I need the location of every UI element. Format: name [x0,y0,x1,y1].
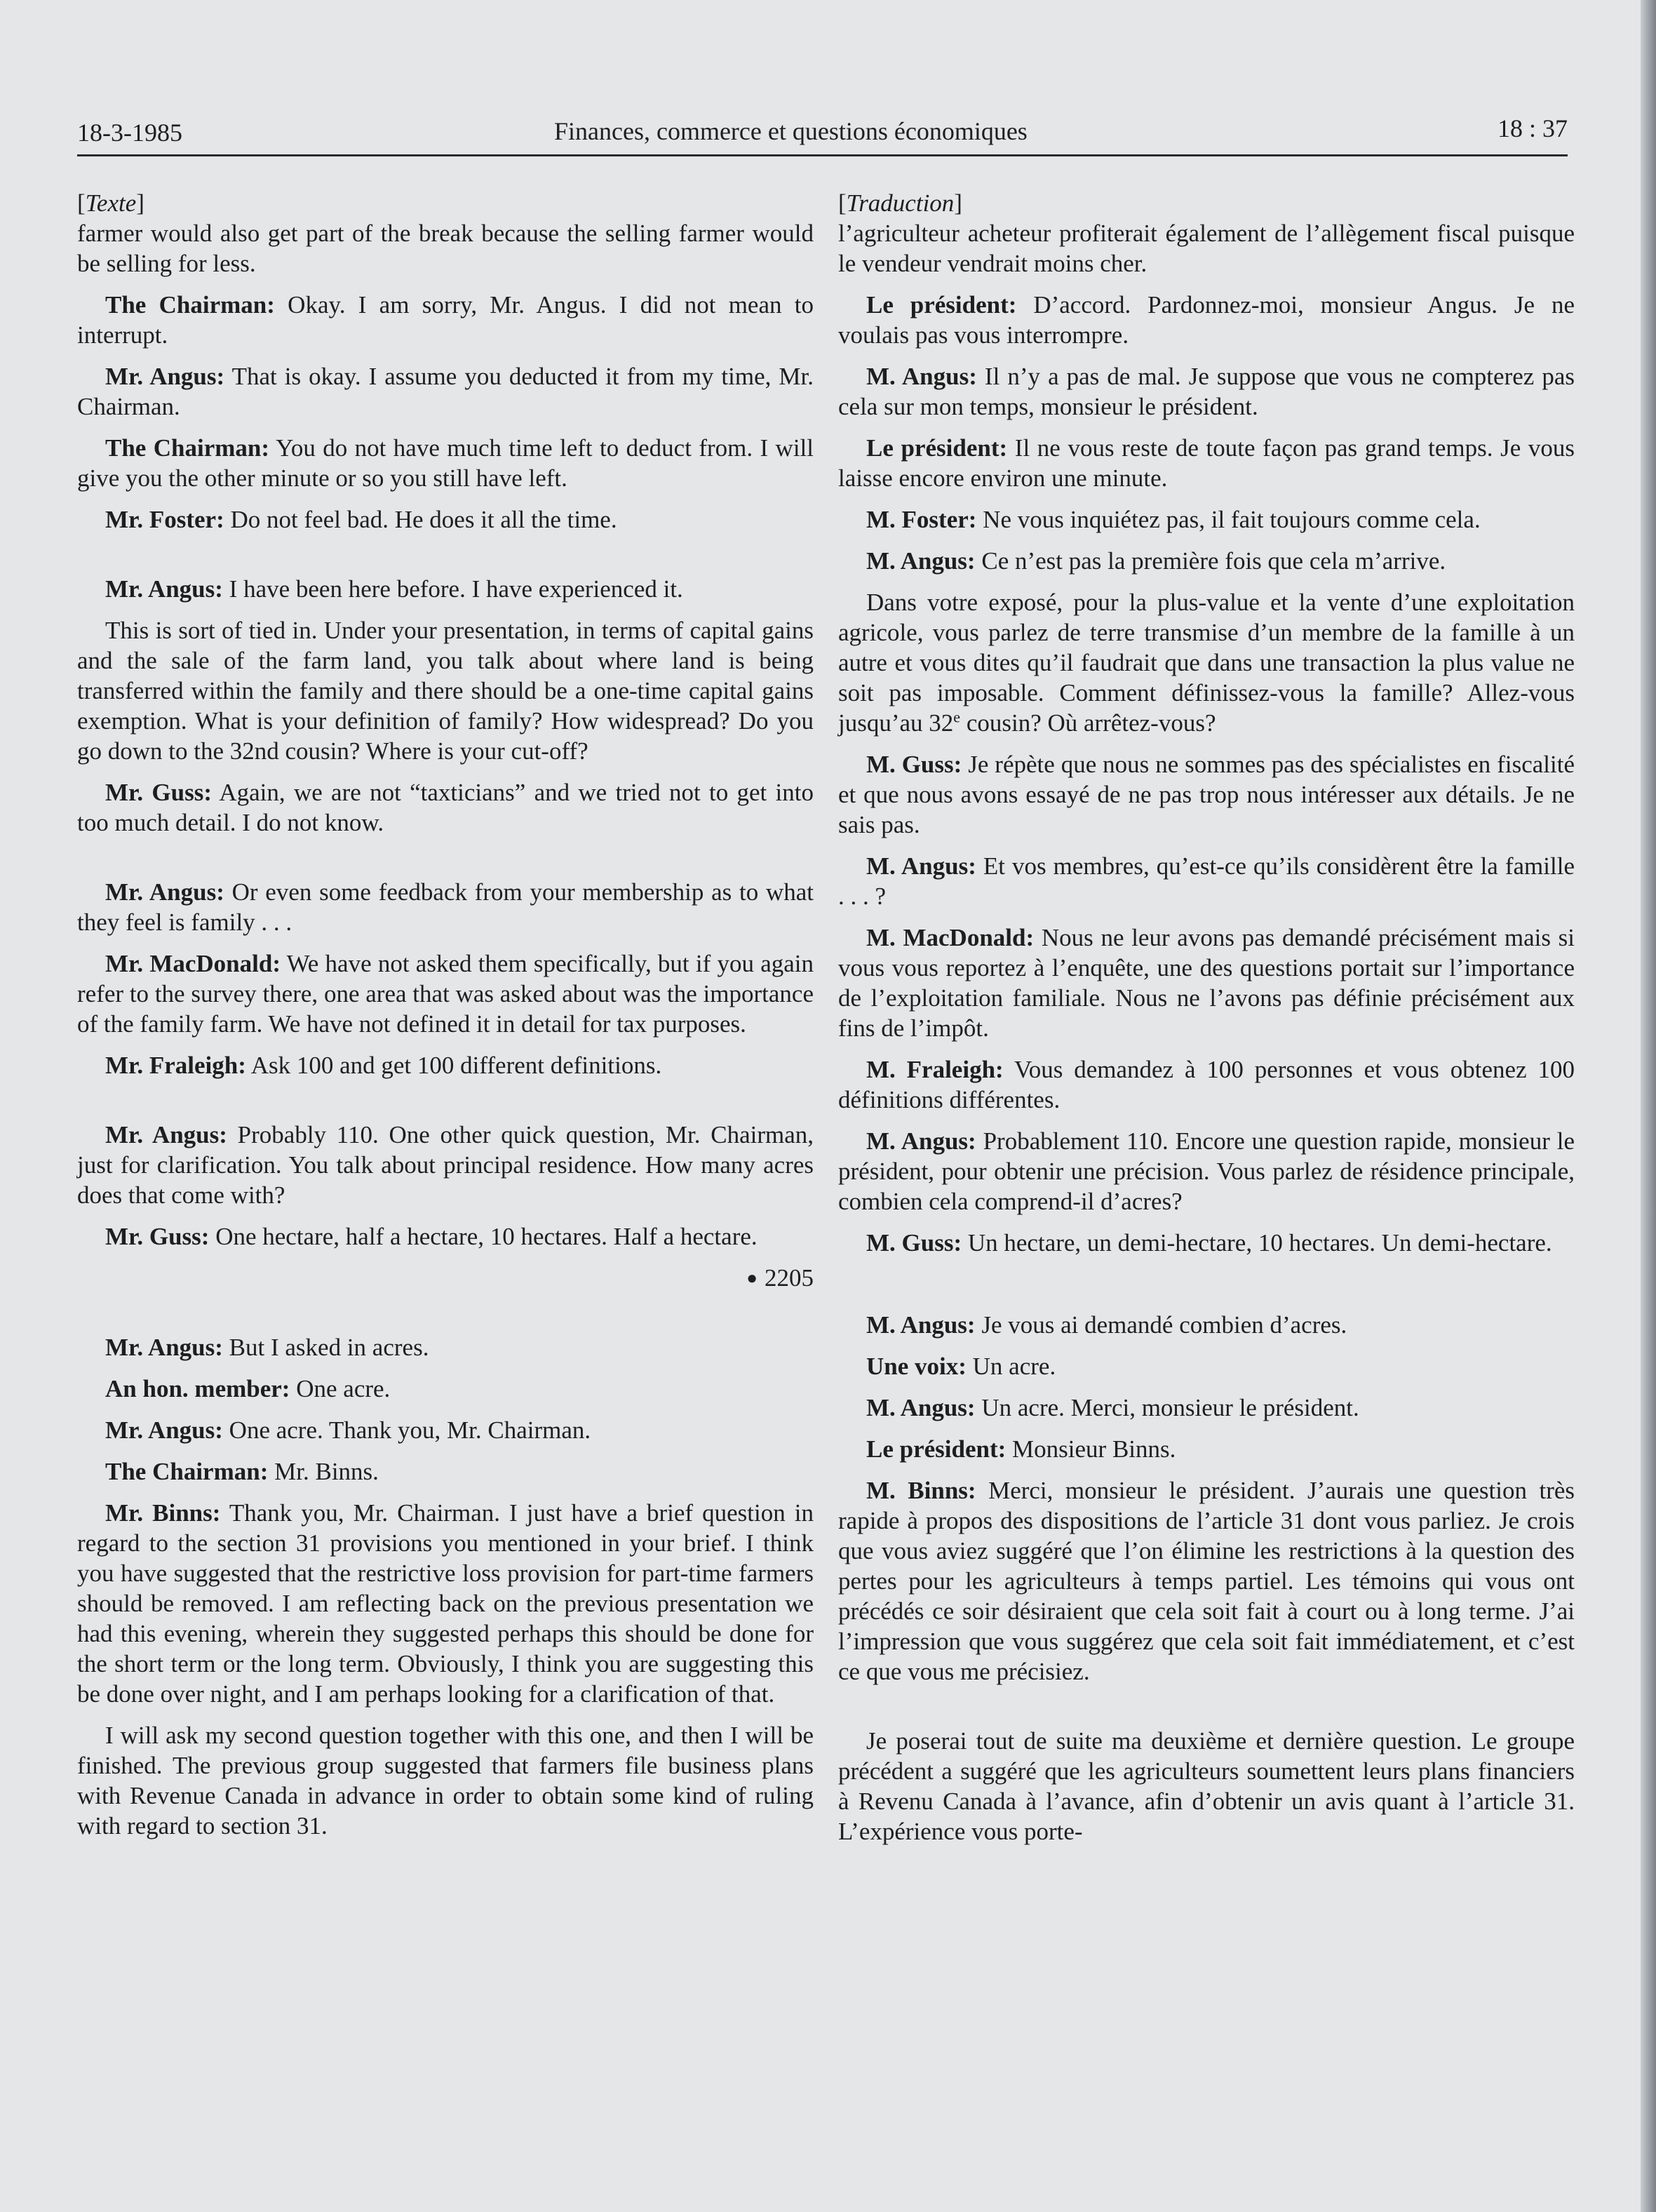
speech: Mr. Foster: Do not feel bad. He does it all the time. [105,506,617,533]
speaker: Mr. Foster: [105,506,224,533]
speaker: The Chairman: [105,434,270,462]
speaker: Mr. Guss: [105,1223,210,1250]
section-tag-texte: [Texte] [77,189,144,217]
speech: M. Guss: Un hectare, un demi-hectare, 10 hectares. Un demi-hectare. [866,1229,1552,1256]
english-column [77,188,814,1852]
speech: M. Angus: Il n’y a pas de mal. Je suppose que vous ne compterez pas cela sur mon temps, monsieur le président. [838,363,1575,420]
paragraph: Dans votre exposé, pour la plus-value et la vente d’une exploitation agricole, vous parlez de terre transmise d’un membre de la famille à un autre et vous dites qu’il faudrait que dans une transaction la plus value ne soit pas imposable. Comment définissez-vous la famille? Allez-vous jusqu’au 32e cousin? Où arrêtez-vous? [838,589,1575,737]
bullet-icon: ● [746,1268,758,1288]
speaker: Mr. Angus: [105,1121,227,1148]
speech: M. Angus: Un acre. Merci, monsieur le président. [866,1394,1359,1421]
header-date: 18-3-1985 [77,119,182,147]
speech: Le président: D’accord. Pardonnez-moi, monsieur Angus. Je ne voulais pas vous interrompre. [838,291,1575,349]
speaker: Le président: [866,1435,1007,1463]
speaker: M. Angus: [866,1311,976,1339]
section-tag-traduction: [Traduction] [838,189,962,217]
speech: M. Angus: Et vos membres, qu’est-ce qu’ils considèrent être la famille . . . ? [838,852,1575,910]
speech: Mr. Angus: One acre. Thank you, Mr. Chairman. [105,1416,591,1444]
speech: Mr. Angus: Or even some feedback from your membership as to what they feel is family . . . [77,878,814,936]
speaker: Mr. Angus: [105,1334,223,1361]
speech: Mr. Guss: One hectare, half a hectare, 10 hectares. Half a hectare. [105,1223,758,1250]
speaker: The Chairman: [105,291,275,319]
header-page-number: 18 : 37 [1497,114,1568,142]
header-title: Finances, commerce et questions économiques [554,117,1028,145]
speech: The Chairman: You do not have much time left to deduct from. I will give you the other minute or so you still have left. [77,434,814,492]
time-marker: ● 2205 [746,1264,814,1292]
speaker: Le président: [866,434,1008,462]
speech: Mr. MacDonald: We have not asked them specifically, but if you again refer to the survey there, one area that was asked about was the importance of the family farm. We have not defined it in detail for tax purposes. [77,950,814,1038]
speaker: M. Fraleigh: [866,1056,1004,1083]
speaker: M. Angus: [866,1127,976,1155]
paragraph: l’agriculteur acheteur profiterait également de l’allègement fiscal puisque le vendeur vendrait moins cher. [838,220,1575,277]
speech: M. Binns: Merci, monsieur le président. J’aurais une question très rapide à propos des dispositions de l’article 31 dont vous parliez. Je crois que vous aviez suggéré que l’on élimine les restrictions à la question des pertes pour les agriculteurs à temps partiel. Les témoins qui vous ont précédés ce soir désiraient que cela soit fait à court ou à long terme. J’ai l’impression que vous suggérez que cela soit fait immédiatement, et c’est ce que vous me précisiez. [838,1477,1575,1685]
speaker: M. Angus: [866,852,976,880]
speaker: Mr. MacDonald: [105,950,281,977]
speech: M. Guss: Je répète que nous ne sommes pas des spécialistes en fiscalité et que nous avons essayé de ne pas trop nous intéresser aux détails. Je ne sais pas. [838,751,1575,838]
speech: The Chairman: Mr. Binns. [105,1458,379,1485]
speaker: M. Guss: [866,751,962,778]
speech: Mr. Angus: I have been here before. I have experienced it. [105,575,683,603]
speaker: An hon. member: [105,1375,290,1402]
speech: Mr. Fraleigh: Ask 100 and get 100 different definitions. [105,1052,662,1079]
speaker: M. Binns: [866,1477,976,1504]
speech: Mr. Angus: That is okay. I assume you deducted it from my time, Mr. Chairman. [77,363,814,420]
speaker: M. Foster: [866,506,977,533]
speaker: Mr. Angus: [105,363,225,390]
speaker: Mr. Fraleigh: [105,1052,246,1079]
speaker: Mr. Angus: [105,575,223,603]
speech: An hon. member: One acre. [105,1375,391,1402]
speech: M. Angus: Ce n’est pas la première fois que cela m’arrive. [866,547,1446,575]
speech: Mr. Binns: Thank you, Mr. Chairman. I just have a brief question in regard to the section 31 provisions you mentioned in your brief. I think you have suggested that the restrictive loss provision for part-time farmers should be removed. I am reflecting back on the previous presentation we had this evening, wherein they suggested perhaps this should be done for the short term or the long term. Obviously, I think you are suggesting this be done over night, and I am perhaps looking for a clarification of that. [77,1499,814,1708]
speaker: M. MacDonald: [866,924,1035,951]
french-column [838,188,1575,1858]
speech: M. Foster: Ne vous inquiétez pas, il fait toujours comme cela. [866,506,1481,533]
speaker: Mr. Angus: [105,1416,223,1444]
speaker: M. Angus: [866,363,977,390]
speech: Le président: Il ne vous reste de toute façon pas grand temps. Je vous laisse encore environ une minute. [838,434,1575,492]
running-header [77,105,1568,156]
speaker: Mr. Guss: [105,779,212,806]
speaker: Mr. Angus: [105,878,224,906]
paragraph: This is sort of tied in. Under your presentation, in terms of capital gains and the sale of the farm land, you talk about where land is being transferred within the family and there should be a one-time capital gains exemption. What is your definition of family? How widespread? Do you go down to the 32nd cousin? Where is your cut-off? [77,617,814,765]
speaker: M. Angus: [866,1394,976,1421]
page-edge-shadow [1641,0,1656,2212]
speaker: M. Angus: [866,547,976,575]
speaker: Une voix: [866,1353,967,1380]
paragraph: Je poserai tout de suite ma deuxième et dernière question. Le groupe précédent a suggéré que les agriculteurs soumettent leurs plans financiers à Revenu Canada à l’avance, afin d’obtenir un avis quant à l’article 31. L’expérience vous porte- [838,1727,1575,1845]
speaker: The Chairman: [105,1458,269,1485]
speech: Le président: Monsieur Binns. [866,1435,1176,1463]
speech: M. Angus: Je vous ai demandé combien d’acres. [866,1311,1347,1339]
speech: The Chairman: Okay. I am sorry, Mr. Angus. I did not mean to interrupt. [77,291,814,349]
paragraph: farmer would also get part of the break because the selling farmer would be selling for less. [77,220,814,277]
speech: Mr. Angus: Probably 110. One other quick question, Mr. Chairman, just for clarification. You talk about principal residence. How many acres does that come with? [77,1121,814,1209]
speech: M. Angus: Probablement 110. Encore une question rapide, monsieur le président, pour obtenir une précision. Vous parlez de résidence principale, combien cela comprend-il d’acres? [838,1127,1575,1215]
speech: Mr. Guss: Again, we are not “taxticians” and we tried not to get into too much detail. I do not know. [77,779,814,836]
speaker: Le président: [866,291,1017,319]
speaker: Mr. Binns: [105,1499,221,1527]
speech: Une voix: Un acre. [866,1353,1056,1380]
speech: M. MacDonald: Nous ne leur avons pas demandé précisément mais si vous vous reportez à l’enquête, une des questions portait sur l’importance de l’exploitation familiale. Nous ne l’avons pas définie précisément aux fins de l’impôt. [838,924,1575,1042]
speech: M. Fraleigh: Vous demandez à 100 personnes et vous obtenez 100 définitions différentes. [838,1056,1575,1113]
speech: Mr. Angus: But I asked in acres. [105,1334,429,1361]
paragraph: I will ask my second question together with this one, and then I will be finished. The previous group suggested that farmers file business plans with Revenue Canada in advance in order to obtain some kind of ruling with regard to section 31. [77,1722,814,1839]
speaker: M. Guss: [866,1229,962,1256]
